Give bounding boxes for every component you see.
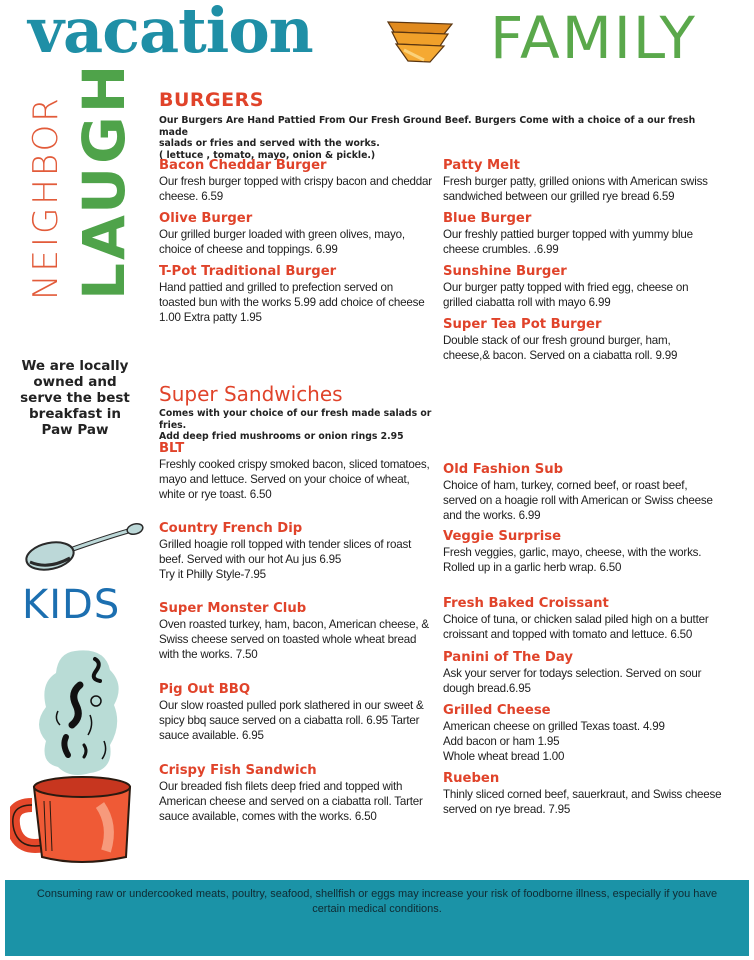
menu-item-bacon-cheddar-burger	[159, 158, 444, 204]
menu-item-panini-of-the-day	[443, 650, 728, 696]
item-name: Bacon Cheddar Burger	[159, 158, 327, 173]
item-name: Super Tea Pot Burger	[443, 317, 602, 332]
desc-line: Choice of tuna, or chicken salad piled high on a butter	[443, 613, 709, 626]
desc-line: cheese crumbles. .6.99	[443, 243, 559, 256]
menu-item-blt	[159, 441, 444, 502]
desc-line: Whole wheat bread 1.00	[443, 750, 565, 763]
item-description	[159, 174, 444, 204]
sandwiches-desc-line: Add deep fried mushrooms or onion rings 2.95	[159, 431, 404, 442]
menu-item-sunshine-burger	[443, 264, 728, 310]
item-name: Crispy Fish Sandwich	[159, 763, 317, 778]
desc-line: Swiss cheese served on toasted whole wheat bread	[159, 633, 417, 646]
vacation-title: vacation	[28, 0, 313, 67]
item-description	[443, 787, 728, 817]
item-description	[443, 174, 728, 204]
desc-line: 1.00 Extra patty 1.95	[159, 311, 262, 324]
item-name: Blue Burger	[443, 211, 532, 226]
item-description	[159, 457, 444, 502]
item-description	[159, 280, 444, 325]
item-name: T-Pot Traditional Burger	[159, 264, 337, 279]
desc-line: grilled ciabatta roll with mayo 6.99	[443, 296, 611, 309]
desc-line: American cheese and served on a ciabatta roll. Tarter	[159, 795, 423, 808]
item-description	[443, 227, 728, 257]
item-description	[443, 612, 728, 642]
menu-item-t-pot-traditional-burger	[159, 264, 444, 325]
desc-line: Try it Philly Style-7.95	[159, 568, 266, 581]
desc-line: Fresh burger patty, grilled onions with American swiss	[443, 175, 708, 188]
item-name: Pig Out BBQ	[159, 682, 251, 697]
desc-line: choice of cheese and toppings. 6.99	[159, 243, 338, 256]
item-description	[159, 779, 444, 824]
family-title: FAMILY	[490, 4, 697, 72]
desc-line: Our fresh burger topped with crispy bacon and cheddar	[159, 175, 432, 188]
menu-item-grilled-cheese	[443, 703, 728, 764]
desc-line: Our freshly pattied burger topped with yummy blue	[443, 228, 693, 241]
desc-line: with the works. 7.50	[159, 648, 258, 661]
menu-item-veggie-surprise	[443, 529, 728, 575]
desc-line: spicy bbq sauce served on a ciabatta roll. 6.95 Tarter	[159, 714, 420, 727]
menu-item-patty-melt	[443, 158, 728, 204]
desc-line: Our slow roasted pulled pork slathered in our sweet &	[159, 699, 424, 712]
item-description	[159, 698, 444, 743]
menu-item-old-fashion-sub	[443, 462, 728, 523]
desc-line: croissant and topped with tomato and lettuce. 6.50	[443, 628, 693, 641]
item-name: Patty Melt	[443, 158, 520, 173]
menu-item-blue-burger	[443, 211, 728, 257]
desc-line: Freshly cooked crispy smoked bacon, sliced tomatoes,	[159, 458, 430, 471]
item-name: Fresh Baked Croissant	[443, 596, 609, 611]
item-description	[443, 666, 728, 696]
tagline-line: We are locally	[21, 358, 129, 374]
burgers-desc-line: Our Burgers Are Hand Pattied From Our Fresh Ground Beef. Burgers Come with a choice of a our fresh made	[159, 115, 696, 138]
burgers-description	[159, 115, 719, 161]
desc-line: cheese,& bacon. Served on a ciabatta roll. 9.99	[443, 349, 678, 362]
burgers-desc-line: salads or fries and served with the works.	[159, 138, 380, 149]
food-safety-footer	[5, 880, 749, 956]
desc-line: Our burger patty topped with fried egg, cheese on	[443, 281, 689, 294]
desc-line: American cheese on grilled Texas toast. 4.99	[443, 720, 665, 733]
desc-line: served on rye bread. 7.95	[443, 803, 571, 816]
desc-line: sandwiched between our grilled rye bread 6.59	[443, 190, 675, 203]
menu-item-olive-burger	[159, 211, 444, 257]
item-description	[159, 537, 444, 582]
desc-line: and the works. 6.99	[443, 509, 541, 522]
item-description	[443, 280, 728, 310]
sandwiches-desc-line: Comes with your choice of our fresh made salads or fries.	[159, 408, 432, 431]
spoon-icon	[20, 518, 145, 573]
item-name: Super Monster Club	[159, 601, 307, 616]
menu-item-super-tea-pot-burger	[443, 317, 728, 363]
kids-label: KIDS	[22, 582, 121, 628]
desc-line: Oven roasted turkey, ham, bacon, American cheese, &	[159, 618, 429, 631]
item-name: Country French Dip	[159, 521, 303, 536]
burgers-section-title: BURGERS	[159, 89, 264, 111]
desc-line: sauce available, comes with the works. 6.50	[159, 810, 377, 823]
desc-line: Our grilled burger loaded with green olives, mayo,	[159, 228, 405, 241]
desc-line: Fresh veggies, garlic, mayo, cheese, with the works.	[443, 546, 702, 559]
tagline-line: serve the best	[20, 390, 130, 406]
item-name: Old Fashion Sub	[443, 462, 564, 477]
locally-owned-tagline	[10, 358, 140, 438]
desc-line: mayo and lettuce. Served on your choice of wheat,	[159, 473, 410, 486]
menu-item-pig-out-bbq	[159, 682, 444, 743]
desc-line: sauce available. 6.95	[159, 729, 264, 742]
neighbor-vertical-text: NEIGHBOR	[26, 95, 66, 300]
desc-line: toasted bun with the works 5.99 add choice of cheese	[159, 296, 425, 309]
item-description	[443, 719, 728, 764]
item-description	[159, 227, 444, 257]
desc-line: Choice of ham, turkey, corned beef, or roast beef,	[443, 479, 688, 492]
desc-line: Add bacon or ham 1.95	[443, 735, 560, 748]
stacked-bowls-icon	[384, 14, 456, 66]
desc-line: served on a hoagie roll with American or Swiss cheese	[443, 494, 713, 507]
menu-item-fresh-baked-croissant	[443, 596, 728, 642]
footer-disclaimer	[25, 887, 729, 917]
desc-line: white or rye toast. 6.50	[159, 488, 272, 501]
sandwiches-description	[159, 408, 459, 443]
item-name: Veggie Surprise	[443, 529, 562, 544]
item-description	[443, 545, 728, 575]
desc-line: cheese. 6.59	[159, 190, 223, 203]
steaming-mug-icon	[10, 645, 140, 865]
item-name: Rueben	[443, 771, 500, 786]
footer-line: Consuming raw or undercooked meats, poultry, seafood, shellfish or eggs may increase your risk of foodborne illness, especially if you have	[36, 888, 718, 900]
tagline-line: Paw Paw	[41, 422, 109, 438]
item-name: Grilled Cheese	[443, 703, 551, 718]
desc-line: Thinly sliced corned beef, sauerkraut, and Swiss cheese	[443, 788, 722, 801]
burgers-desc-line: ( lettuce , tomato, mayo, onion & pickle.)	[159, 149, 376, 161]
desc-line: dough bread.6.95	[443, 682, 531, 695]
item-description	[443, 333, 728, 363]
item-name: BLT	[159, 441, 185, 456]
desc-line: Rolled up in a garlic herb wrap. 6.50	[443, 561, 622, 574]
desc-line: Ask your server for todays selection. Served on sour	[443, 667, 702, 680]
tagline-line: breakfast in	[29, 406, 121, 422]
menu-item-super-monster-club	[159, 601, 444, 662]
item-name: Sunshine Burger	[443, 264, 567, 279]
desc-line: Double stack of our fresh ground burger, ham,	[443, 334, 671, 347]
item-description	[443, 478, 728, 523]
menu-item-crispy-fish-sandwich	[159, 763, 444, 824]
desc-line: Hand pattied and grilled to prefection served on	[159, 281, 394, 294]
desc-line: beef. Served with our hot Au jus 6.95	[159, 553, 342, 566]
sandwiches-section-title: Super Sandwiches	[159, 382, 343, 406]
laugh-vertical-text: LAUGH	[70, 61, 138, 300]
menu-item-rueben	[443, 771, 728, 817]
footer-line: certain medical conditions.	[312, 903, 442, 915]
item-name: Panini of The Day	[443, 650, 573, 665]
desc-line: Our breaded fish filets deep fried and topped with	[159, 780, 403, 793]
desc-line: Grilled hoagie roll topped with tender slices of roast	[159, 538, 412, 551]
tagline-line: owned and	[33, 374, 117, 390]
item-name: Olive Burger	[159, 211, 253, 226]
item-description	[159, 617, 444, 662]
menu-item-country-french-dip	[159, 521, 444, 582]
